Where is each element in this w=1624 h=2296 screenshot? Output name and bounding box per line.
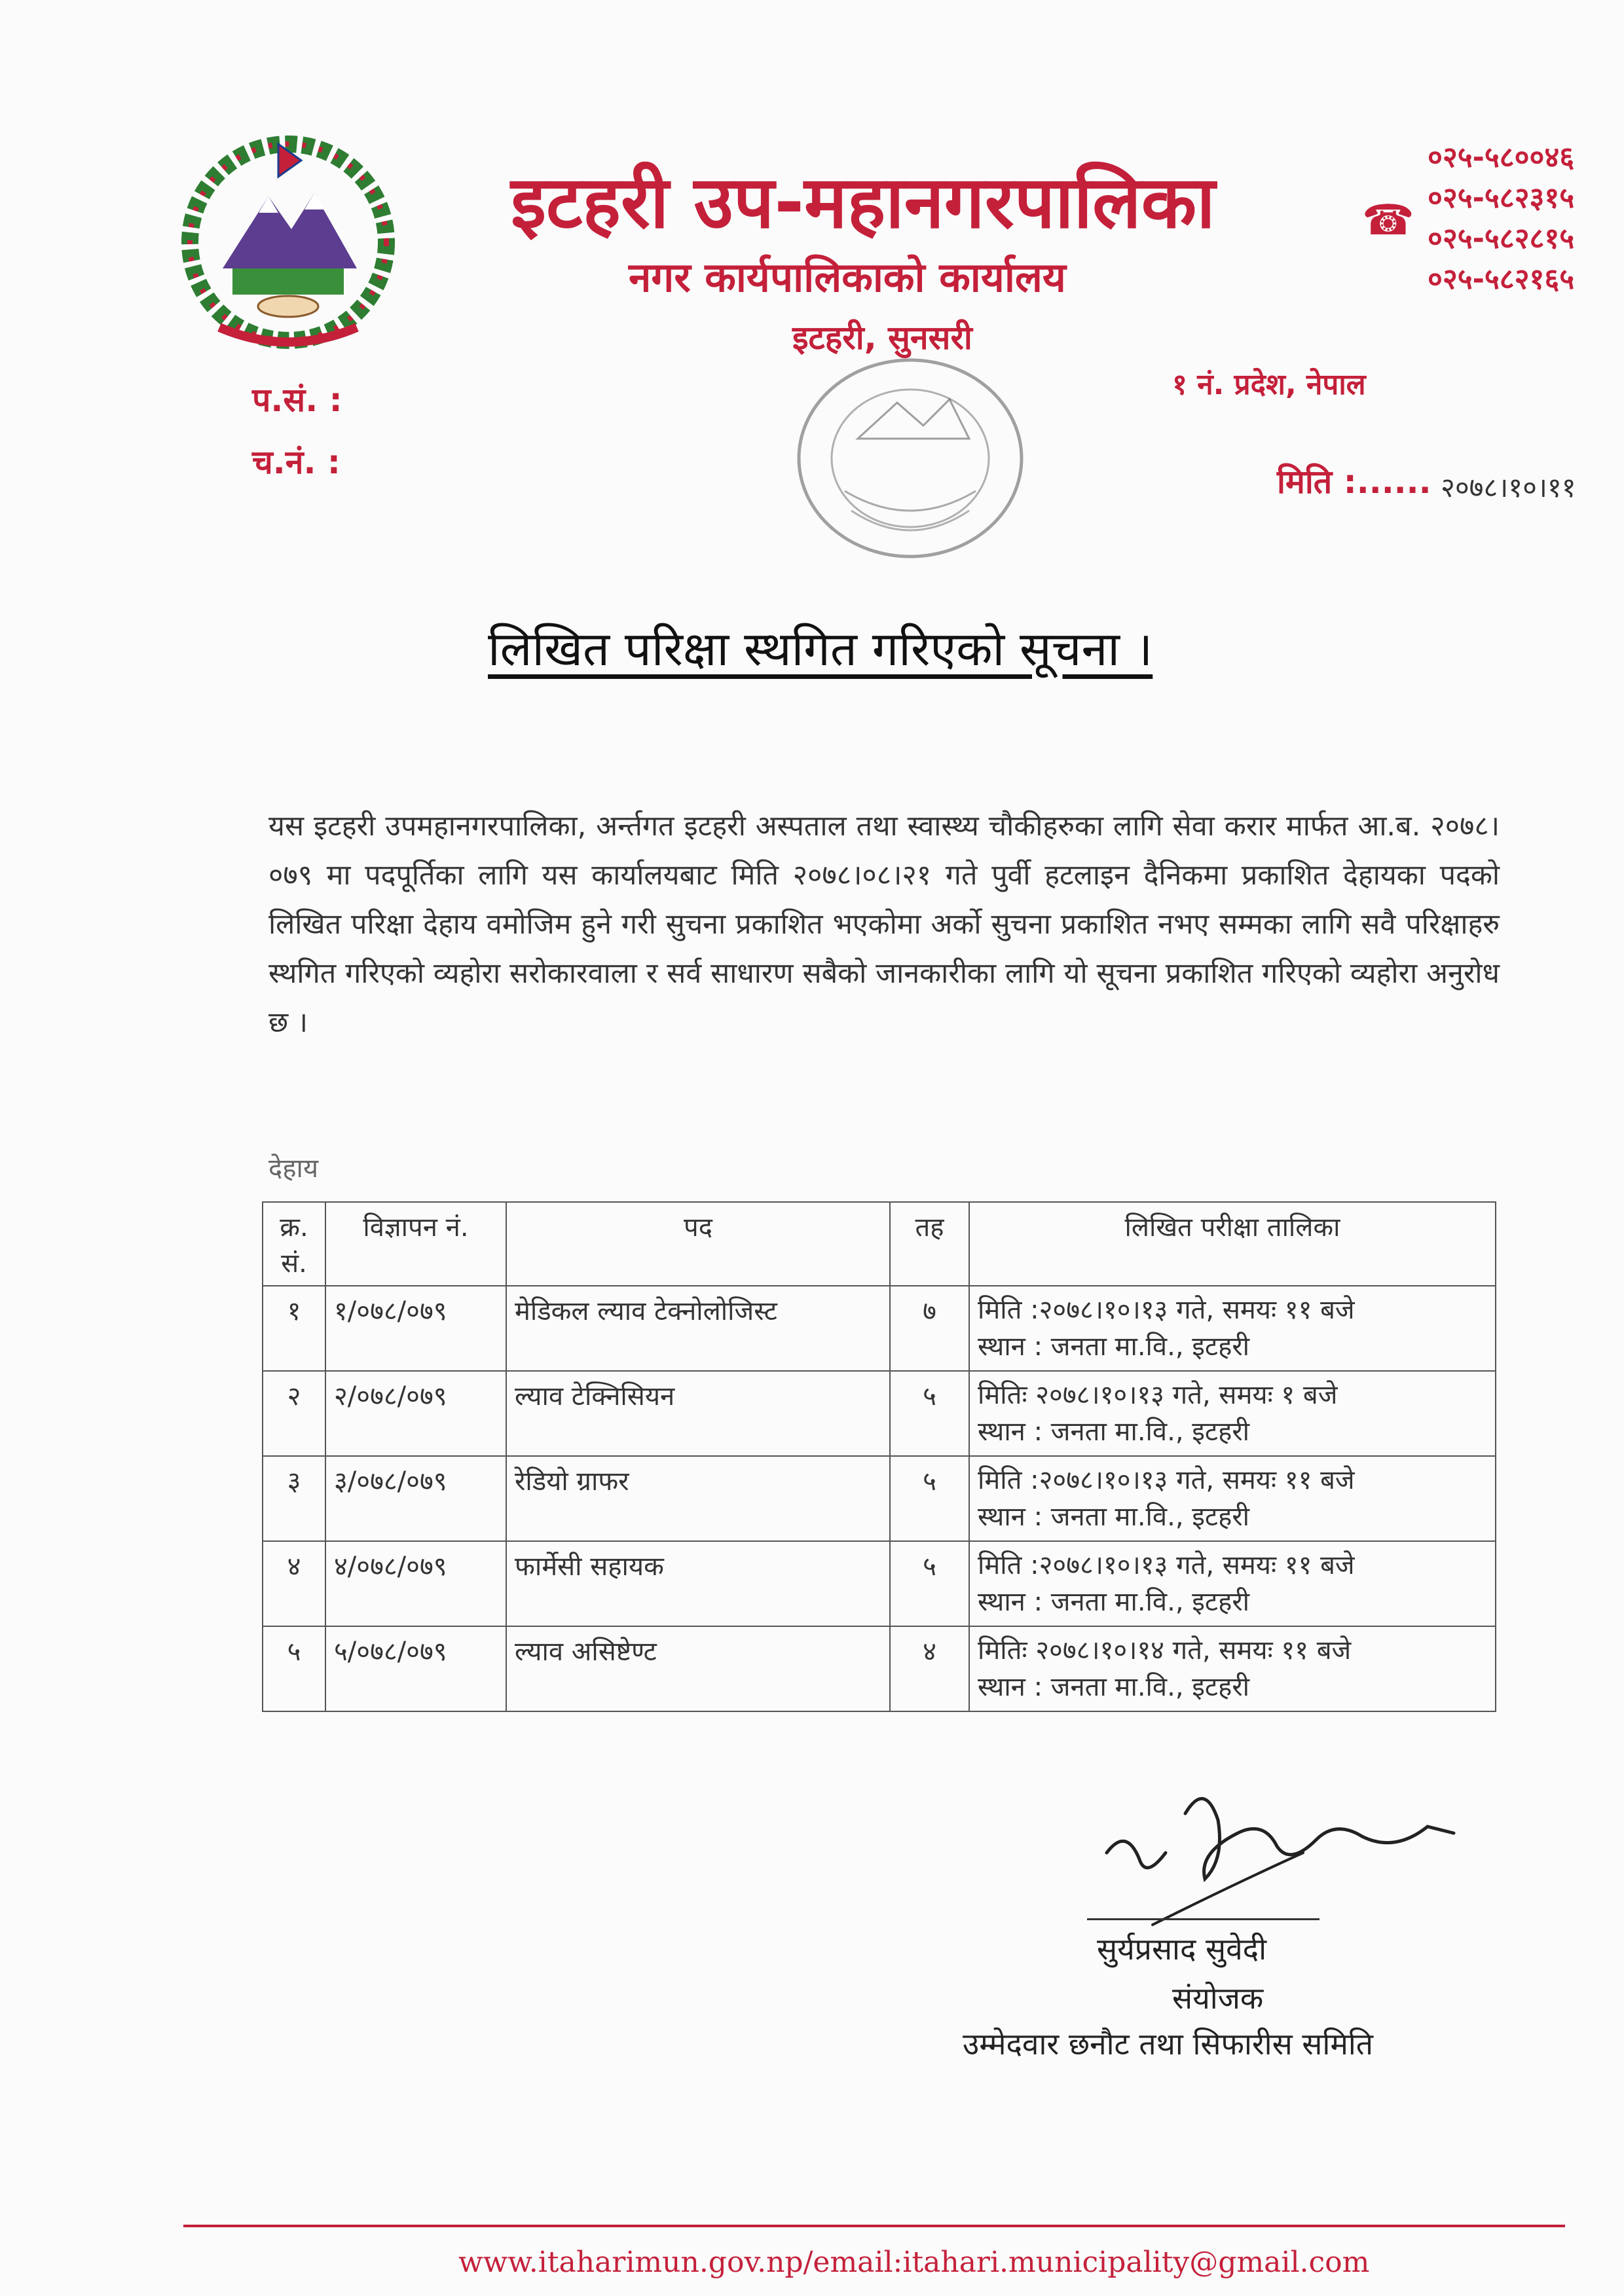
schedule-venue: स्थान : जनता मा.वि., इटहरी: [978, 1417, 1250, 1447]
phone-number: ०२५-५८२८१५: [1428, 222, 1575, 255]
reference-number-label: प.सं. :: [252, 381, 342, 419]
dispatch-number-label: च.नं. :: [252, 443, 341, 481]
office-stamp-icon: [773, 340, 1048, 576]
table-row: [263, 1626, 1496, 1711]
cell-advertisement-no: ३/०७८/०७९: [325, 1456, 506, 1541]
schedule-date-time: मितिः २०७८।१०।१३ गते, समयः १ बजे: [978, 1380, 1338, 1410]
signatory-committee: उम्मेदवार छनौट तथा सिफारीस समिति: [963, 2026, 1373, 2062]
cell-advertisement-no: २/०७८/०७९: [325, 1371, 506, 1456]
cell-level: ५: [890, 1371, 969, 1456]
table-row: [263, 1541, 1496, 1626]
header-schedule: लिखित परीक्षा तालिका: [969, 1202, 1496, 1286]
cell-level: ५: [890, 1541, 969, 1626]
header-level: तह: [890, 1202, 969, 1286]
schedule-date-time: मिति :२०७८।१०।१३ गते, समयः ११ बजे: [978, 1465, 1355, 1495]
office-name: नगर कार्यपालिकाको कार्यालय: [629, 253, 1066, 301]
footer-contact: www.itaharimun.gov.np/email:itahari.municipality@gmail.com: [458, 2246, 1370, 2279]
cell-schedule: [969, 1541, 1496, 1626]
cell-serial: ३: [263, 1456, 325, 1541]
phone-number: ०२५-५८२१६५: [1428, 263, 1575, 296]
schedule-date-time: मिति :२०७८।१०।१३ गते, समयः ११ बजे: [978, 1295, 1355, 1325]
signature-line: [1087, 1918, 1320, 1920]
header-serial: क्र. सं.: [263, 1202, 325, 1286]
schedule-venue: स्थान : जनता मा.वि., इटहरी: [978, 1332, 1250, 1362]
schedule-date-time: मितिः २०७८।१०।१४ गते, समयः ११ बजे: [978, 1635, 1352, 1666]
notice-body: यस इटहरी उपमहानगरपालिका, अर्न्तगत इटहरी अस्पताल तथा स्वास्थ्य चौकीहरुका लागि सेवा करार मार्फत आ.ब. २०७८।०७९ मा पदपूर्तिका लागि यस कार्यालयबाट मिति २०७८।०८।२१ गते पुर्वी हटलाइन दैनिकमा प्रकाशित देहायका पदको लिखित परिक्षा देहाय वमोजिम हुने गरी सुचना प्रकाशित भएकोमा अर्को सुचना प्रकाशित नभए सम्मका लागि सवै परिक्षाहरु स्थगित गरिएको व्यहोरा सरोकारवाला र सर्व साधारण सबैको जानकारीका लागि यो सूचना प्रकाशित गरिएको व्यहोरा अनुरोध छ ।: [268, 810, 1500, 1039]
date-label: मिति :......: [1277, 463, 1431, 501]
signatory-name: सुर्यप्रसाद सुवेदी: [1097, 1931, 1267, 1967]
table-row: [263, 1371, 1496, 1456]
cell-level: ५: [890, 1456, 969, 1541]
phone-number: ०२५-५८२३१५: [1428, 181, 1575, 215]
cell-advertisement-no: ५/०७८/०७९: [325, 1626, 506, 1711]
cell-post: रेडियो ग्राफर: [506, 1456, 890, 1541]
table-row: [263, 1286, 1496, 1371]
schedule-venue: स्थान : जनता मा.वि., इटहरी: [978, 1587, 1250, 1617]
cell-serial: २: [263, 1371, 325, 1456]
cell-post: फार्मेसी सहायक: [506, 1541, 890, 1626]
cell-schedule: [969, 1286, 1496, 1371]
cell-serial: ५: [263, 1626, 325, 1711]
table-header-row: [263, 1202, 1496, 1286]
cell-advertisement-no: ४/०७८/०७९: [325, 1541, 506, 1626]
cell-schedule: [969, 1626, 1496, 1711]
header-post: पद: [506, 1202, 890, 1286]
cell-post: ल्याव असिष्टेण्ट: [506, 1626, 890, 1711]
cell-schedule: [969, 1456, 1496, 1541]
schedule-venue: स्थान : जनता मा.वि., इटहरी: [978, 1502, 1250, 1532]
phone-list: [1428, 137, 1574, 300]
date-value: २०७८।१०।११: [1441, 471, 1576, 503]
province: १ नं. प्रदेश, नेपाल: [1172, 368, 1366, 401]
phone-number: ०२५-५८००४६: [1428, 141, 1575, 174]
schedule-venue: स्थान : जनता मा.वि., इटहरी: [978, 1672, 1250, 1702]
cell-post: ल्याव टेक्निसियन: [506, 1371, 890, 1456]
cell-schedule: [969, 1371, 1496, 1456]
cell-advertisement-no: १/०७८/०७९: [325, 1286, 506, 1371]
cell-post: मेडिकल ल्याव टेक्नोलोजिस्ट: [506, 1286, 890, 1371]
cell-serial: ४: [263, 1541, 325, 1626]
municipality-emblem-icon: [174, 131, 403, 354]
schedule-date-time: मिति :२०७८।१०।१३ गते, समयः ११ बजे: [978, 1550, 1355, 1580]
phone-icon: ☎: [1362, 196, 1414, 245]
cell-serial: १: [263, 1286, 325, 1371]
footer-divider: [183, 2225, 1565, 2227]
municipality-name: इटहरी उप-महानगरपालिका: [511, 160, 1215, 244]
table-caption: देहाय: [268, 1154, 319, 1184]
signature-icon: [1087, 1755, 1480, 1938]
exam-schedule-table: [262, 1201, 1496, 1712]
office-location: इटहरी, सुनसरी: [792, 319, 972, 357]
table-row: [263, 1456, 1496, 1541]
cell-level: ७: [890, 1286, 969, 1371]
signatory-role: संयोजक: [1172, 1980, 1264, 2016]
cell-level: ४: [890, 1626, 969, 1711]
notice-title: लिखित परिक्षा स्थगित गरिएको सूचना ।: [488, 621, 1153, 676]
header-advertisement-no: विज्ञापन नं.: [325, 1202, 506, 1286]
